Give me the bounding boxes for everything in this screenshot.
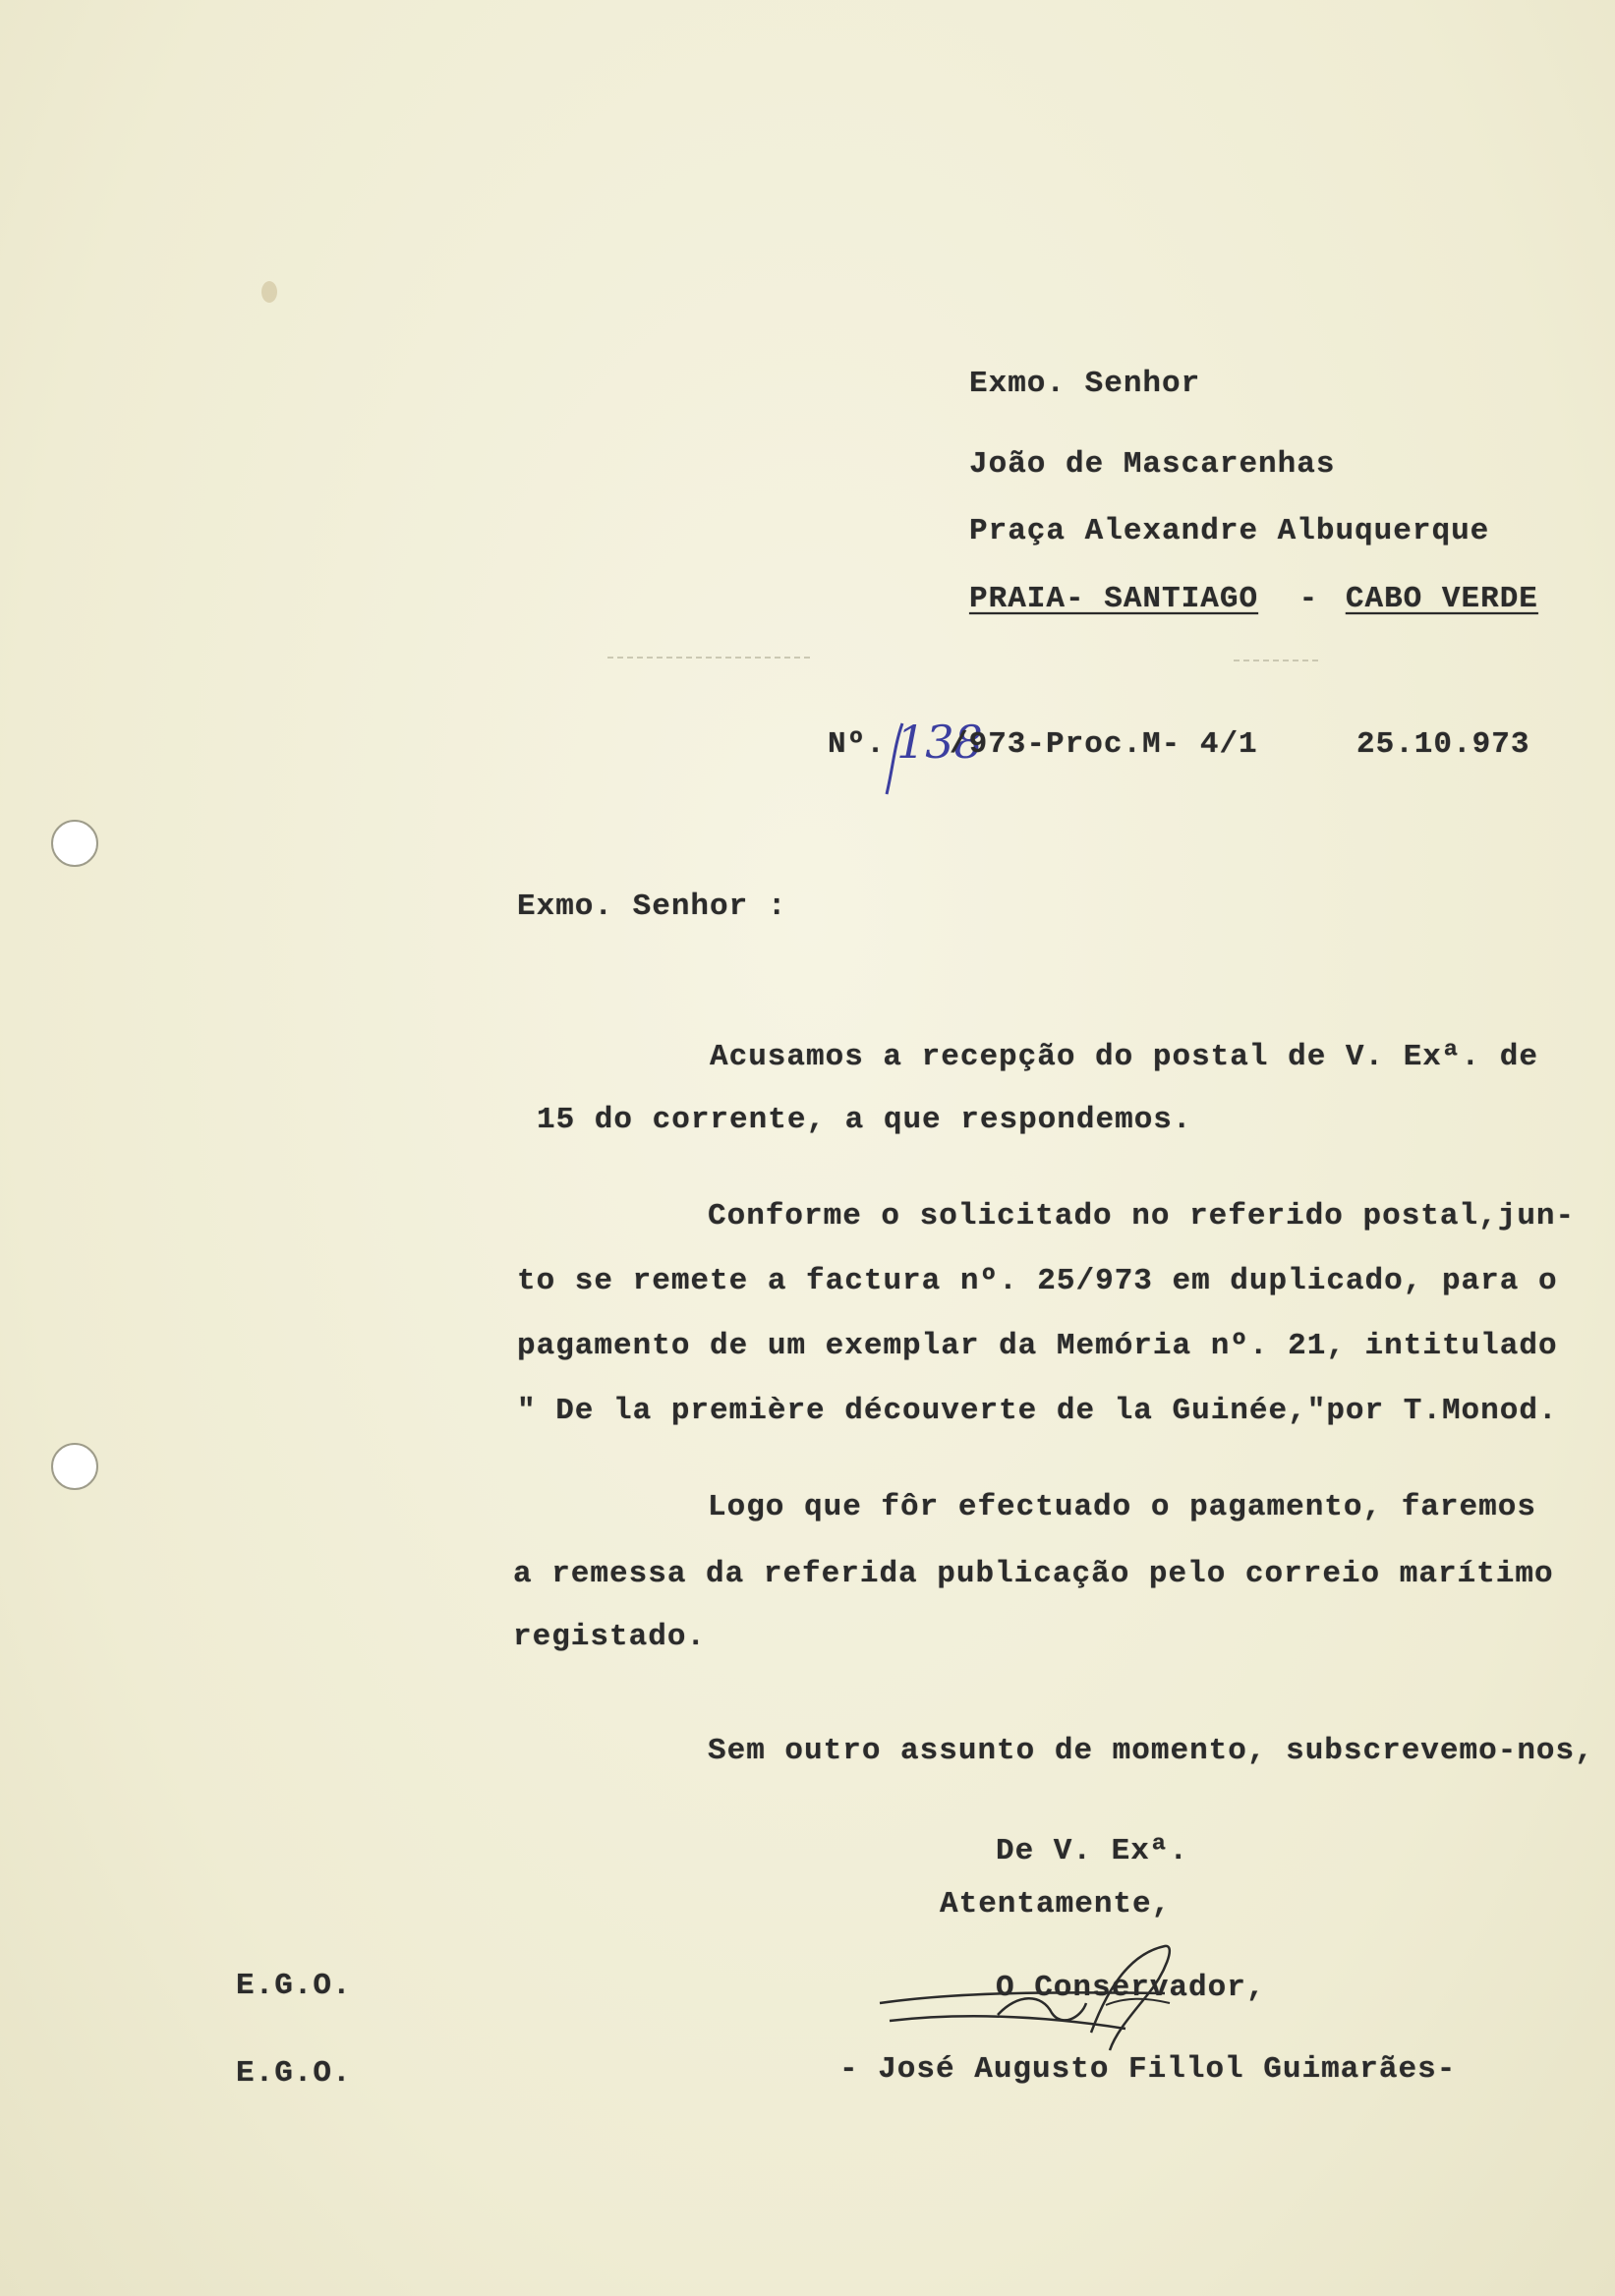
reference-process: /973-Proc.M- 4/1 (950, 727, 1258, 762)
paragraph-2-line-4: " De la première découverte de la Guinée,"por T.Monod. (517, 1394, 1558, 1428)
signature-icon (870, 1934, 1243, 2062)
signoff-title: O Conservador, (996, 1971, 1266, 2005)
recipient-country: CABO VERDE (1345, 582, 1538, 616)
paragraph-3-line-2: a remessa da referida publicação pelo correio marítimo (513, 1557, 1554, 1591)
closing-line: Sem outro assunto de momento, subscrevemo-nos, (708, 1734, 1594, 1768)
margin-note-egod: E.G.O. (236, 1969, 352, 2003)
letter-date: 25.10.973 (1356, 727, 1530, 762)
margin-note-egod: E.G.O. (236, 2056, 352, 2091)
punch-hole-icon (51, 1443, 98, 1490)
paragraph-1-line-2: 15 do corrente, a que respondemos. (537, 1103, 1192, 1137)
stain-mark (261, 281, 277, 303)
recipient-salutation: Exmo. Senhor (969, 367, 1201, 401)
handwritten-reference-number: 138 (896, 716, 983, 769)
paragraph-1-line-1: Acusamos a recepção do postal de V. Exª. de (710, 1040, 1538, 1074)
faint-rule (1234, 660, 1322, 661)
recipient-city: PRAIA- SANTIAGO (969, 582, 1259, 616)
signoff-line-1: De V. Exª. (996, 1834, 1189, 1868)
signatory-name: - José Augusto Fillol Guimarães- (839, 2052, 1457, 2087)
paragraph-3-line-3: registado. (513, 1620, 707, 1654)
recipient-street: Praça Alexandre Albuquerque (969, 514, 1490, 548)
paragraph-3-line-1: Logo que fôr efectuado o pagamento, faremos (708, 1490, 1536, 1524)
paragraph-2-line-1: Conforme o solicitado no referido postal,jun- (708, 1199, 1576, 1234)
faint-rule (607, 657, 814, 659)
reference-prefix: Nº. (828, 727, 886, 762)
recipient-name: João de Mascarenhas (969, 447, 1336, 482)
recipient-separator: - (1298, 582, 1319, 616)
letter-greeting: Exmo. Senhor : (517, 890, 787, 924)
handwritten-stroke (873, 716, 961, 804)
paragraph-2-line-2: to se remete a factura nº. 25/973 em duplicado, para o (517, 1264, 1558, 1298)
paragraph-2-line-3: pagamento de um exemplar da Memória nº. 21, intitulado (517, 1329, 1558, 1363)
signoff-line-2: Atentamente, (940, 1887, 1172, 1922)
punch-hole-icon (51, 820, 98, 867)
recipient-address-line (969, 582, 1538, 616)
